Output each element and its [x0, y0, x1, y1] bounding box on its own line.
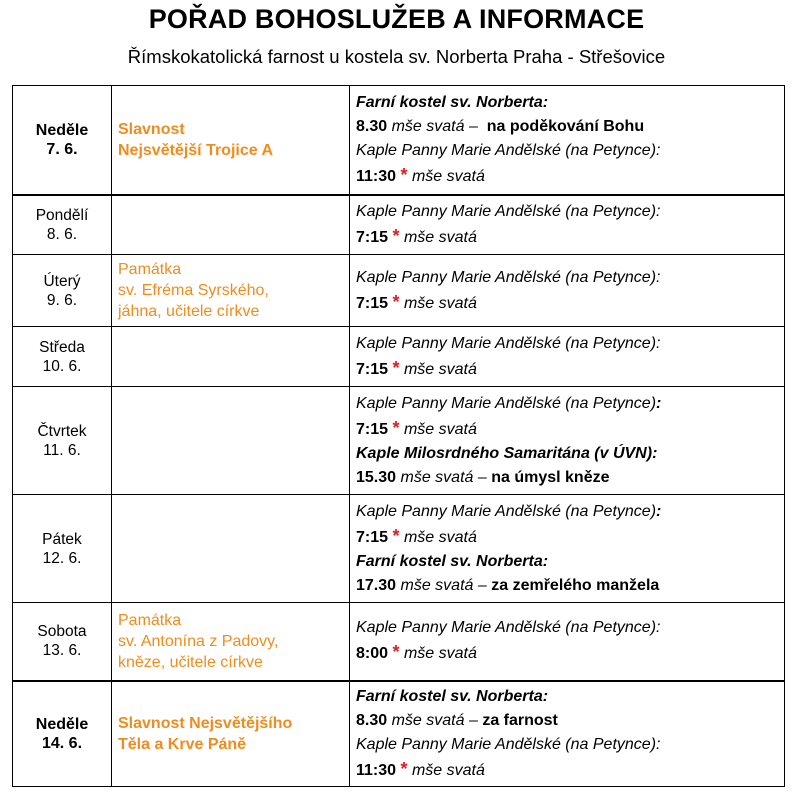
place-line: [356, 500, 784, 524]
schedule-row-wednesday: [13, 327, 785, 387]
day-name: Sobota: [37, 623, 87, 641]
place-line: Farní kostel sv. Norberta:: [356, 687, 549, 705]
day-date: 10. 6.: [42, 357, 82, 375]
mass-intention: za zemřelého manžela: [491, 576, 660, 594]
place-line: Farní kostel sv. Norberta:: [356, 93, 549, 111]
feast-line: Slavnost Nejsvětějšího: [118, 714, 293, 732]
mass-cell: [350, 681, 785, 787]
asterisk-icon: *: [392, 291, 400, 312]
asterisk-icon: *: [392, 417, 400, 438]
mass-intention: na úmysl kněze: [491, 468, 610, 486]
feast-line: sv. Antonína z Padovy,: [118, 632, 279, 650]
place-colon: :: [656, 394, 662, 412]
feast-cell: [112, 681, 350, 787]
schedule-row-sunday-14-6: [13, 681, 785, 787]
mass-line: [356, 709, 784, 733]
mass-label: mše svatá –: [391, 711, 478, 729]
day-date: 13. 6.: [42, 642, 82, 660]
mass-intention: na poděkování Bohu: [486, 117, 645, 135]
mass-cell: [350, 603, 785, 681]
day-name: Středa: [39, 338, 85, 356]
mass-line: [356, 574, 784, 598]
asterisk-icon: *: [392, 525, 400, 546]
feast-cell: [112, 195, 350, 255]
feast-cell: [112, 327, 350, 387]
mass-label: mše svatá: [403, 228, 477, 246]
mass-time: 7:15: [356, 360, 389, 378]
mass-line: [356, 356, 784, 382]
mass-time: 7:15: [356, 420, 389, 438]
mass-intention: za farnost: [482, 711, 558, 729]
schedule-row-monday: [13, 195, 785, 255]
mass-label: mše svatá: [403, 528, 477, 546]
mass-label: mše svatá: [411, 761, 485, 779]
feast-cell: [112, 387, 350, 495]
feast-line: Nejsvětější Trojice A: [118, 141, 274, 159]
mass-time: 7:15: [356, 294, 389, 312]
day-cell: [13, 195, 112, 255]
schedule-row-sunday-7-6: [13, 86, 785, 195]
place-line: Kaple Panny Marie Andělské (na Petynce):: [356, 735, 661, 753]
asterisk-icon: *: [392, 357, 400, 378]
day-name: Pondělí: [35, 206, 89, 224]
mass-time: 8.30: [356, 711, 388, 729]
day-date: 14. 6.: [41, 734, 83, 752]
page-title: POŘAD BOHOSLUŽEB A INFORMACE: [148, 4, 645, 34]
day-date: 7. 6.: [46, 140, 78, 158]
day-date: 8. 6.: [46, 225, 78, 243]
place-line: Kaple Panny Marie Andělské (na Petynce):: [356, 268, 661, 286]
schedule-row-tuesday: [13, 255, 785, 327]
day-cell: [13, 495, 112, 603]
place-line: Kaple Panny Marie Andělské (na Petynce):: [356, 619, 661, 637]
day-date: 12. 6.: [42, 549, 82, 567]
place-line: Kaple Milosrdného Samaritána (v ÚVN):: [356, 444, 658, 462]
feast-cell: [112, 255, 350, 327]
mass-cell: [350, 195, 785, 255]
day-name: Úterý: [43, 272, 81, 290]
mass-label: mše svatá: [403, 294, 477, 312]
mass-line: [356, 224, 784, 250]
mass-time: 11:30: [356, 761, 397, 779]
day-cell: [13, 681, 112, 787]
place-line: Kaple Panny Marie Andělské (na Petynce):: [356, 141, 661, 159]
place-name: Kaple Panny Marie Andělské (na Petynce): [356, 502, 657, 520]
feast-cell: [112, 603, 350, 681]
mass-line: [356, 290, 784, 316]
feast-line: Památka: [118, 611, 182, 629]
day-cell: [13, 327, 112, 387]
mass-cell: [350, 327, 785, 387]
mass-time: 11:30: [356, 167, 397, 185]
feast-line: Těla a Krve Páně: [118, 735, 247, 753]
mass-label: mše svatá: [403, 420, 477, 438]
place-line: Kaple Panny Marie Andělské (na Petynce):: [356, 334, 661, 352]
mass-label: mše svatá: [403, 360, 477, 378]
feast-line: sv. Efréma Syrského,: [118, 282, 269, 299]
mass-line: [356, 757, 784, 783]
mass-cell: [350, 495, 785, 603]
mass-line: [356, 640, 784, 666]
feast-line: Památka: [118, 261, 182, 278]
mass-line: [356, 524, 784, 550]
mass-label: mše svatá: [411, 167, 485, 185]
mass-label: mše svatá: [403, 645, 477, 663]
schedule-row-friday: [13, 495, 785, 603]
day-name: Pátek: [42, 530, 82, 548]
mass-line: [356, 416, 784, 442]
asterisk-icon: *: [392, 642, 400, 663]
schedule-row-saturday: [13, 603, 785, 681]
place-line: Farní kostel sv. Norberta:: [356, 552, 549, 570]
mass-label: mše svatá –: [400, 576, 487, 594]
place-line: Kaple Panny Marie Andělské (na Petynce):: [356, 202, 661, 220]
day-cell: [13, 603, 112, 681]
mass-time: 17.30: [356, 576, 397, 594]
day-date: 11. 6.: [43, 441, 81, 459]
feast-cell: [112, 495, 350, 603]
day-name: Neděle: [35, 715, 89, 733]
feast-line: kněze, učitele církve: [118, 653, 263, 671]
mass-cell: [350, 86, 785, 195]
asterisk-icon: *: [400, 758, 408, 779]
day-cell: [13, 387, 112, 495]
mass-line: [356, 115, 784, 139]
place-name: Kaple Panny Marie Andělské (na Petynce): [356, 394, 657, 412]
day-name: Čtvrtek: [37, 422, 87, 440]
mass-line: [356, 163, 784, 189]
asterisk-icon: *: [392, 225, 400, 246]
mass-time: 7:15: [356, 228, 389, 246]
mass-time: 15.30: [356, 468, 397, 486]
day-cell: [13, 86, 112, 195]
day-name: Neděle: [35, 121, 89, 139]
feast-line: Slavnost: [118, 120, 185, 138]
place-colon: :: [656, 502, 662, 520]
asterisk-icon: *: [400, 164, 408, 185]
mass-time: 8:00: [356, 645, 389, 663]
feast-cell: [112, 86, 350, 195]
mass-time: 7:15: [356, 528, 389, 546]
mass-cell: [350, 387, 785, 495]
mass-cell: [350, 255, 785, 327]
feast-line: jáhna, učitele církve: [118, 303, 260, 320]
schedule-table: [12, 85, 785, 787]
mass-label: mše svatá –: [391, 117, 478, 135]
day-date: 9. 6.: [46, 291, 78, 309]
schedule-row-thursday: [13, 387, 785, 495]
page-subtitle: Římskokatolická farnost u kostela sv. Norberta Praha - Střešovice: [127, 46, 666, 67]
mass-line: [356, 466, 784, 490]
mass-time: 8.30: [356, 117, 388, 135]
day-cell: [13, 255, 112, 327]
place-line: [356, 392, 784, 416]
mass-label: mše svatá –: [400, 468, 487, 486]
